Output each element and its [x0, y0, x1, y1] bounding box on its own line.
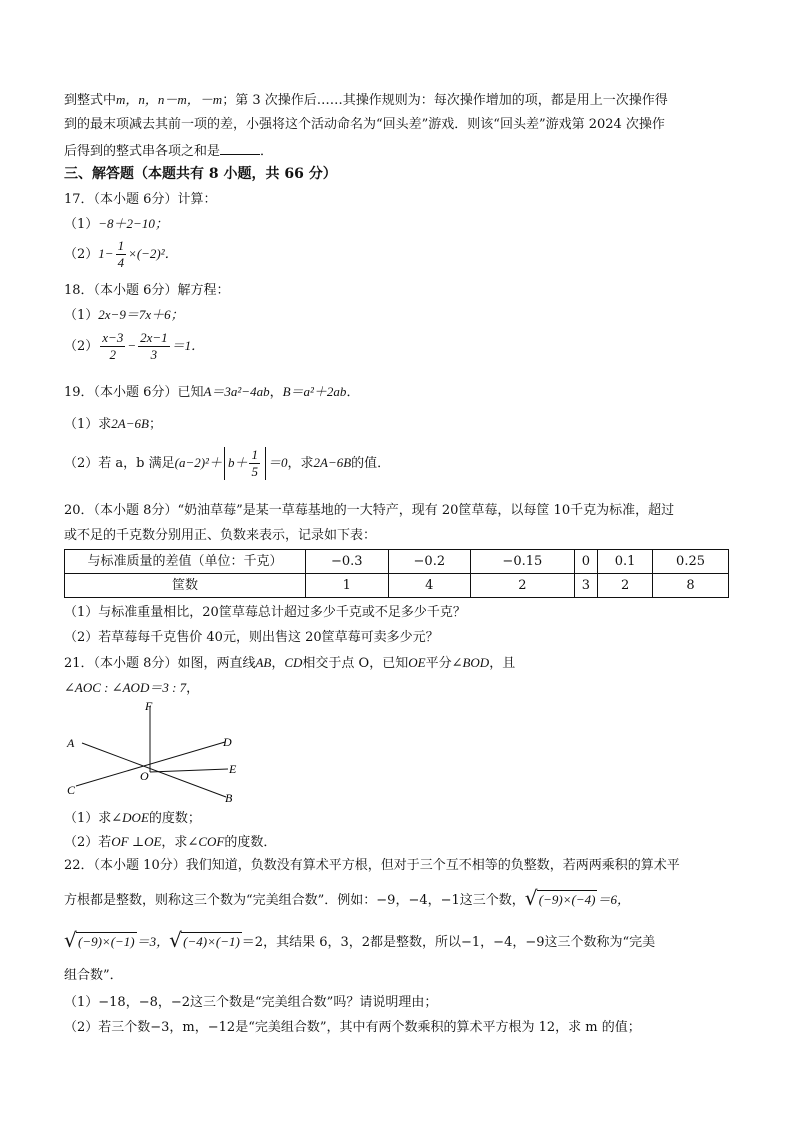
math-expression: ＝1． — [171, 338, 205, 353]
math-expression: b＋ — [227, 455, 248, 470]
question-text: 21．（本小题 8分）如图，两直线 — [64, 656, 256, 671]
label-b: B — [225, 791, 233, 805]
math-expression: −8＋2−10； — [98, 216, 168, 231]
fraction — [116, 238, 127, 271]
table-header-cell: 与标准质量的差值（单位：千克） — [65, 550, 306, 574]
q21-part1 — [64, 810, 201, 827]
math-operator: − — [127, 338, 137, 353]
q20-line-2: 或不足的千克数分别用正、负数来表示，记录如下表： — [64, 528, 377, 543]
q22-line-4: 组合数”． — [64, 968, 123, 983]
question-text: ， — [186, 681, 200, 696]
radicand: (−9)×(−1) — [78, 934, 135, 949]
part-label: （1）求 — [64, 417, 112, 432]
table-cell: −0.15 — [471, 550, 575, 574]
table-cell: 2 — [471, 574, 575, 598]
math-expression: ＝3， — [136, 934, 170, 949]
q18-part2 — [64, 330, 204, 363]
q21-ratio — [64, 680, 199, 697]
q20-part2: （2）若草莓每千克售价 40元，则出售这 20筐草莓可卖多少元？ — [64, 630, 439, 645]
section-title: 三、解答题（本题共有 8 小题，共 66 分） — [64, 166, 337, 182]
math-expression: ∠COF — [187, 834, 225, 849]
table-cell: 4 — [388, 574, 471, 598]
label-o: O — [140, 769, 149, 783]
intro-text: 后得到的整式串各项之和是 — [64, 144, 221, 159]
intro-text: ． — [260, 144, 274, 159]
math-expression: 2x−9＝7x＋6； — [98, 307, 184, 322]
label-a: A — [67, 736, 75, 750]
question-text: 相交于点 O，已知 — [302, 656, 409, 671]
q21-part2 — [64, 834, 276, 851]
question-text: 方根都是整数，则称这三个数为“完美组合数”．例如：−9，−4，−1这三个数， — [64, 893, 525, 908]
question-text: ， — [269, 385, 283, 400]
table-row — [65, 574, 729, 598]
q21-heading — [64, 655, 515, 672]
q22-part1: （1）−18，−8，−2这三个数是“完美组合数”吗？请说明理由； — [64, 995, 438, 1010]
math-expression: 2A−6B — [313, 455, 352, 470]
fraction-denominator: 3 — [150, 347, 158, 362]
math-expression: (a−2)²＋ — [174, 455, 222, 470]
data-table — [64, 549, 729, 598]
fraction-numerator: 1 — [117, 238, 125, 253]
math-expression: ∠DOE — [111, 810, 149, 825]
table-cell: 0.1 — [598, 550, 653, 574]
table-cell: 0.25 — [653, 550, 729, 574]
math-expression: ×(−2)²． — [128, 246, 178, 261]
math-expression: OF ⊥OE — [111, 834, 162, 849]
square-root: √ (−9)×(−4) — [524, 886, 596, 910]
question-text: ； — [148, 417, 162, 432]
math-expression: CD — [284, 655, 303, 670]
q18-heading: 18．（本小题 6分）解方程： — [64, 283, 230, 298]
fraction-numerator: x−3 — [102, 330, 124, 345]
q18-part1 — [64, 307, 184, 324]
math-expression: OE — [408, 655, 426, 670]
intro-line-2: 到的最末项减去其前一项的差，小强将这个活动命名为“回头差”游戏．则该“回头差”游戏第 2024 次操作 — [64, 117, 665, 132]
part-label: （2） — [64, 247, 99, 262]
math-expression: ＝0 — [267, 455, 288, 470]
label-c: C — [67, 783, 76, 797]
table-cell: 8 — [653, 574, 729, 598]
intro-line-3 — [64, 142, 273, 160]
fraction-denominator: 4 — [117, 255, 125, 270]
fraction-denominator: 2 — [109, 347, 117, 362]
fraction — [100, 330, 125, 363]
table-cell: 3 — [574, 574, 598, 598]
math-expression: AB — [255, 655, 272, 670]
table-header-cell: 筐数 — [65, 574, 306, 598]
question-text: ＝2，其结果 6，3，2都是整数，所以−1，−4，−9这三个数称为“完美 — [241, 935, 656, 950]
radicand: (−9)×(−4) — [538, 892, 596, 907]
table-row — [65, 550, 729, 574]
part-label: （2） — [64, 339, 99, 354]
ray-oe — [150, 769, 228, 772]
table-cell: 0 — [574, 550, 598, 574]
q17-part1 — [64, 216, 168, 233]
answer-blank — [220, 142, 260, 155]
fraction-numerator: 2x−1 — [140, 330, 168, 345]
question-text: ，求 — [287, 456, 314, 471]
question-text: 平分 — [425, 656, 452, 671]
part-label: （2）若 a，b 满足 — [64, 456, 175, 471]
radicand: (−4)×(−1) — [183, 934, 240, 949]
q22-part2: （2）若三个数−3，m，−12是“完美组合数”，其中有两个数乘积的算术平方根为 12，求 m 的值； — [64, 1020, 641, 1035]
fraction-denominator: 5 — [251, 464, 258, 479]
question-text: ， — [271, 656, 285, 671]
q17-part2 — [64, 238, 178, 271]
q19-part2 — [64, 447, 390, 480]
intro-variables: m，n，n－m，－m — [116, 92, 223, 107]
label-d: D — [223, 735, 232, 749]
label-f: F — [145, 699, 153, 713]
question-text: ，且 — [489, 656, 516, 671]
part-label: （1） — [64, 308, 99, 323]
q22-line-2 — [64, 886, 630, 910]
intro-text: 到整式中 — [64, 93, 117, 108]
math-expression: ＝6， — [597, 892, 630, 907]
math-expression: 1− — [98, 246, 114, 261]
part-label: （2）若 — [64, 835, 112, 850]
q20-line-1: 20．（本小题 8分）“奶油草莓”是某一草莓基地的一大特产，现有 20筐草莓，以每筐 10千克为标准，超过 — [64, 503, 675, 518]
part-label: （1）求 — [64, 811, 112, 826]
part-label: （1） — [64, 217, 99, 232]
table-cell: −0.2 — [388, 550, 471, 574]
question-text: ，求 — [161, 835, 188, 850]
math-expression: ∠AOC : ∠AOD＝3 : 7 — [64, 680, 187, 695]
math-expression: 2A−6B — [111, 416, 149, 431]
question-text: 的度数． — [224, 835, 277, 850]
question-text: 的度数； — [148, 811, 201, 826]
q19-heading — [64, 384, 359, 401]
q20-part1: （1）与标准重量相比，20筐草莓总计超过多少千克或不足多少千克？ — [64, 605, 466, 620]
question-text: 的值． — [351, 456, 391, 471]
q17-heading: 17．（本小题 6分）计算： — [64, 192, 217, 207]
fraction — [138, 330, 170, 363]
q22-line-1: 22．（本小题 10分）我们知道，负数没有算术平方根，但对于三个互不相等的负整数，若两两乘积的算术平 — [64, 858, 680, 873]
table-cell: 2 — [598, 574, 653, 598]
absolute-value — [224, 447, 266, 480]
square-root: √ (−9)×(−1) — [64, 928, 135, 952]
q19-part1 — [64, 416, 162, 433]
table-cell: 1 — [306, 574, 389, 598]
label-e: E — [229, 762, 237, 776]
question-text: ． — [346, 385, 360, 400]
geometry-figure — [60, 698, 260, 808]
fraction-numerator: 1 — [251, 447, 258, 462]
table-cell: −0.3 — [306, 550, 389, 574]
square-root: √ (−4)×(−1) — [169, 928, 240, 952]
question-text: 19．（本小题 6分）已知 — [64, 385, 204, 400]
q22-line-3 — [64, 928, 656, 952]
fraction — [249, 447, 260, 480]
math-expression: B＝a²＋2ab — [282, 384, 347, 399]
math-expression: ∠BOD — [451, 655, 490, 670]
math-expression: A＝3a²−4ab — [203, 384, 270, 399]
intro-line-1 — [64, 92, 668, 109]
intro-text: ；第 3 次操作后……其操作规则为：每次操作增加的项，都是用上一次操作得 — [222, 93, 668, 108]
